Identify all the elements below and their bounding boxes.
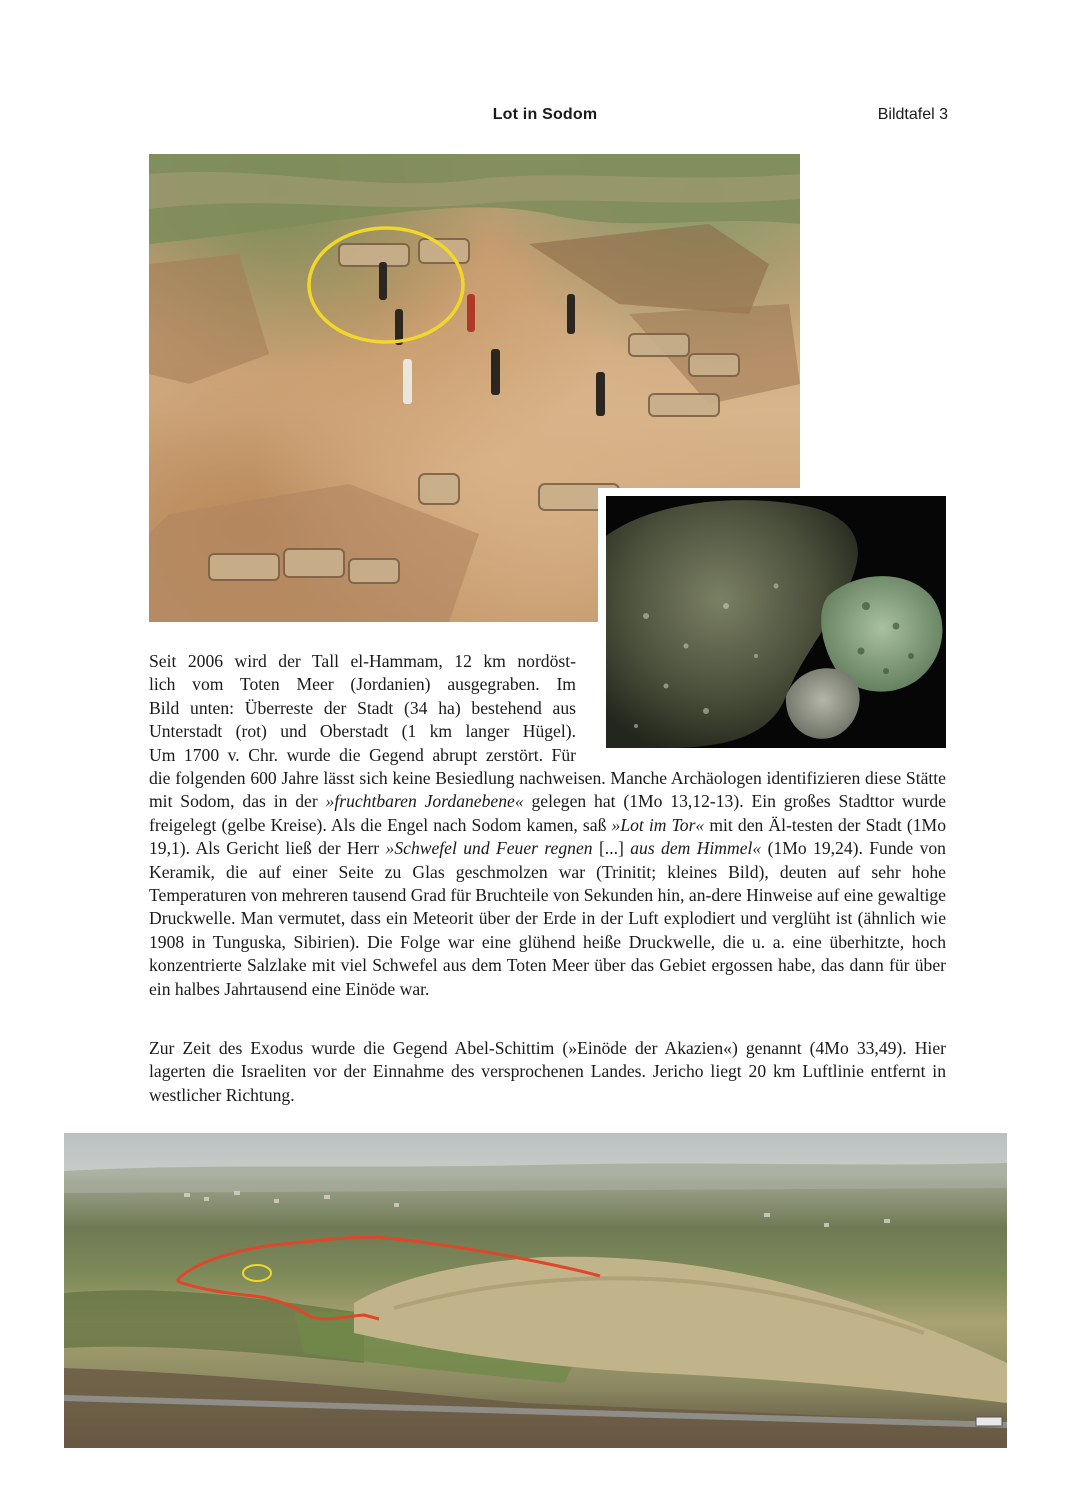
quote-aus-dem-himmel: aus dem Himmel«	[630, 838, 762, 859]
narrow-line: Seit 2006 wird der Tall el-Hammam, 12 km nordöst-	[149, 651, 576, 671]
paragraph-1-text: (1Mo 19,24). Funde von Keramik, die auf einer Seite zu Glas geschmolzen war (Trinitit; kleines Bild), deuten auf sehr hohe Temperaturen von mehreren tausend Grad für Bruchteile von Sekunden hin, an-dere Hinweise auf eine gewaltige Druckwelle. Man vermutet, dass ein Meteorit über der Erde in der Luft explodiert und verglüht ist (ähnlich wie 1908 in Tunguska, Sibirien). Die Folge war eine glühend heiße Druckwelle, die u. a. eine überhitzte, hoch konzentrierte Salzlake mit viel Schwefel aus dem Toten Meer über das Gebiet ergossen habe, das dann für über ein halbes Jahrtausend eine Einöde war.	[149, 838, 946, 999]
quote-fruchtbaren-jordanebene: »fruchtbaren Jordanebene«	[325, 791, 524, 812]
paragraph-1-text: gelegen hat (1Mo 13,12-13). Ein großes Stadttor wurde freigelegt (gelbe Kreise). Als die Engel nach Sodom kamen, saß	[149, 791, 946, 835]
panorama-photo	[64, 1133, 1007, 1448]
running-title: Lot in Sodom	[492, 106, 598, 123]
narrow-line: Um 1700 v. Chr. wurde die Gegend abrupt zerstört. Für	[149, 744, 576, 765]
paragraph-1-text: die folgenden 600 Jahre lässt sich keine Besiedlung nachweisen. Manche Archäologen identifizieren diese Stätte mit Sodom, das in der	[149, 768, 946, 812]
narrow-line: Bild unten: Überreste der Stadt (34 ha) bestehend aus	[149, 697, 576, 718]
body-paragraph-2: Zur Zeit des Exodus wurde die Gegend Abel-Schittim (»Einöde der Akazien«) genannt (4Mo 33,49). Hier lagerten die Israeliten vor der Einnahme des versprochenen Landes. Jericho liegt 20 km Luftlinie entfernt in westlicher Richtung.	[149, 1038, 946, 1105]
panorama-photo-drawing	[64, 1133, 1007, 1448]
plate-label: Bildtafel 3	[877, 106, 948, 123]
narrow-line: Unterstadt (rot) und Oberstadt (1 km langer Hügel).	[149, 721, 576, 742]
body-paragraph-1	[149, 650, 946, 1001]
narrow-line: lich vom Toten Meer (Jordanien) ausgegraben. Im	[149, 674, 576, 695]
paragraph-1-text: mit den Äl-testen der Stadt (1Mo 19,1). Als Gericht ließ der Herr	[149, 814, 946, 859]
paragraph-1-text: [...]	[592, 838, 631, 859]
quote-lot-im-tor: »Lot im Tor«	[611, 814, 705, 835]
quote-schwefel-und-feuer: »Schwefel und Feuer regnen	[385, 838, 593, 859]
